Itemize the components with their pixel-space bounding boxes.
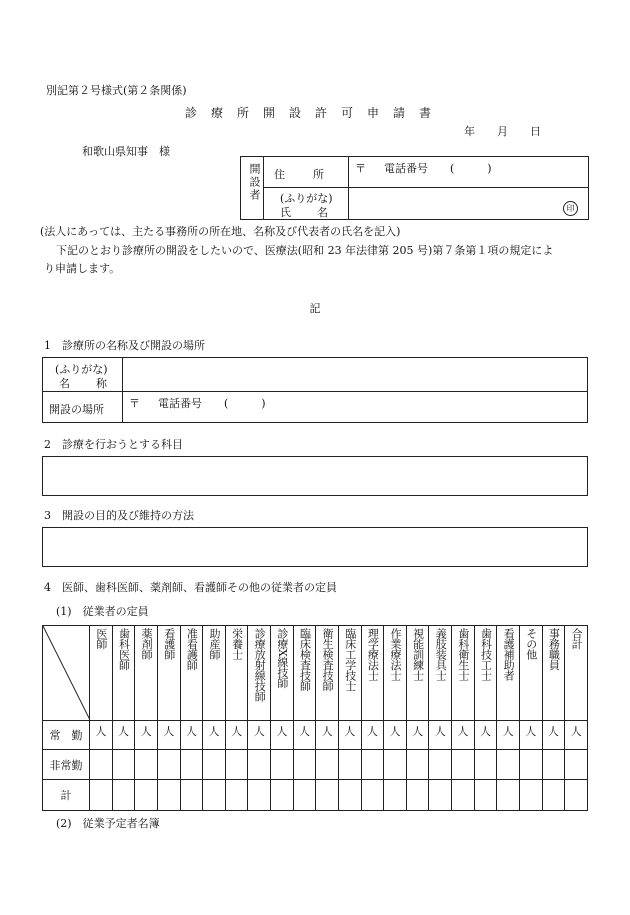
staff-count-cell[interactable] xyxy=(519,750,542,780)
unit-label: 人 xyxy=(321,725,333,738)
name-label: 氏 名 xyxy=(280,206,328,219)
column-header-label: 看護補助者 xyxy=(502,628,516,681)
row-label: 常 勤 xyxy=(43,721,90,750)
staff-count-cell[interactable] xyxy=(429,721,452,750)
staff-count-cell[interactable] xyxy=(474,721,497,750)
staff-count-cell[interactable] xyxy=(271,750,294,780)
unit-label: 人 xyxy=(276,725,288,738)
staff-count-cell[interactable] xyxy=(565,750,588,780)
staff-count-cell[interactable] xyxy=(112,780,135,811)
section2-field[interactable] xyxy=(42,456,588,496)
column-header-label: 臨床検査技師 xyxy=(298,628,312,691)
staff-count-cell[interactable] xyxy=(157,721,180,750)
unit-label: 人 xyxy=(117,725,129,738)
staff-count-cell[interactable] xyxy=(135,780,158,811)
column-header xyxy=(519,626,542,721)
row-label: 非常勤 xyxy=(43,750,90,780)
note-text: (法人にあっては、主たる事務所の所在地、名称及び代表者の氏名を記入) xyxy=(40,225,401,238)
section1-kana-label: (ふりがな) xyxy=(55,363,108,376)
unit-label: 人 xyxy=(95,725,107,738)
column-header-label: 視能訓練士 xyxy=(411,628,425,681)
staff-count-cell[interactable] xyxy=(135,721,158,750)
year-label: 年 xyxy=(464,125,475,138)
section3-title: 3 開設の目的及び維持の方法 xyxy=(44,509,194,522)
column-header xyxy=(248,626,271,721)
address-label: 住 所 xyxy=(274,168,324,181)
staff-count-cell[interactable] xyxy=(293,750,316,780)
staff-count-cell[interactable] xyxy=(452,721,475,750)
staff-count-cell[interactable] xyxy=(203,750,226,780)
staff-count-cell[interactable] xyxy=(271,721,294,750)
staff-table xyxy=(42,625,588,811)
column-header-label: 作業療法士 xyxy=(388,628,402,681)
staff-count-cell[interactable] xyxy=(338,780,361,811)
column-header xyxy=(135,626,158,721)
column-header xyxy=(497,626,520,721)
unit-label: 人 xyxy=(298,725,310,738)
column-header xyxy=(180,626,203,721)
staff-count-cell[interactable] xyxy=(542,721,565,750)
column-header-label: 歯科医師 xyxy=(117,628,131,670)
row-label: 計 xyxy=(43,780,90,811)
date-line xyxy=(464,123,563,139)
staff-count-cell[interactable] xyxy=(429,750,452,780)
column-header-label: 診療X線技師 xyxy=(275,628,289,688)
section3-field[interactable] xyxy=(42,527,588,567)
staff-count-cell[interactable] xyxy=(248,780,271,811)
staff-count-cell[interactable] xyxy=(293,780,316,811)
column-header xyxy=(406,626,429,721)
staff-count-cell[interactable] xyxy=(203,780,226,811)
staff-count-cell[interactable] xyxy=(361,780,384,811)
staff-count-cell[interactable] xyxy=(361,721,384,750)
column-header xyxy=(361,626,384,721)
staff-count-cell[interactable] xyxy=(565,780,588,811)
staff-count-cell[interactable] xyxy=(203,721,226,750)
unit-label: 人 xyxy=(570,725,582,738)
phone-paren: ( ) xyxy=(450,162,492,175)
unit-label: 人 xyxy=(140,725,152,738)
staff-count-cell[interactable] xyxy=(361,750,384,780)
column-header-label: 看護師 xyxy=(162,628,176,660)
unit-label: 人 xyxy=(389,725,401,738)
diagonal-cell xyxy=(43,626,90,721)
staff-count-cell[interactable] xyxy=(90,750,113,780)
staff-count-cell[interactable] xyxy=(180,750,203,780)
staff-count-cell[interactable] xyxy=(497,721,520,750)
unit-label: 人 xyxy=(479,725,491,738)
staff-count-cell[interactable] xyxy=(338,750,361,780)
staff-count-cell[interactable] xyxy=(225,750,248,780)
column-header-label: 医師 xyxy=(94,628,108,649)
staff-count-cell[interactable] xyxy=(112,721,135,750)
section1-table xyxy=(42,357,588,423)
section4-sub1: (1) 従業者の定員 xyxy=(56,605,149,618)
staff-count-cell[interactable] xyxy=(180,780,203,811)
column-header xyxy=(90,626,113,721)
applicant-vertical-label: 開設者 xyxy=(248,163,261,202)
staff-count-cell[interactable] xyxy=(474,780,497,811)
column-header-label: 診療放射線技師 xyxy=(253,628,267,702)
staff-count-cell[interactable] xyxy=(135,750,158,780)
unit-label: 人 xyxy=(253,725,265,738)
unit-label: 人 xyxy=(502,725,514,738)
staff-count-cell[interactable] xyxy=(452,780,475,811)
staff-count-cell[interactable] xyxy=(565,721,588,750)
phone-label: 電話番号 xyxy=(384,162,428,175)
staff-count-cell[interactable] xyxy=(406,780,429,811)
applicant-label-column xyxy=(264,157,349,219)
column-header xyxy=(316,626,339,721)
column-header xyxy=(474,626,497,721)
applicant-box xyxy=(240,156,589,220)
column-header-label: 助産師 xyxy=(207,628,221,660)
seal-mark: 印 xyxy=(563,201,578,216)
day-label: 日 xyxy=(530,125,541,138)
column-header-label: 准看護師 xyxy=(185,628,199,670)
section1-title: 1 診療所の名称及び開設の場所 xyxy=(44,339,205,352)
staff-count-cell[interactable] xyxy=(316,721,339,750)
column-header-label: 合計 xyxy=(570,628,584,649)
column-header-label: 栄養士 xyxy=(230,628,244,660)
addressee: 和歌山県知事 様 xyxy=(82,145,170,158)
unit-label: 人 xyxy=(231,725,243,738)
staff-count-cell[interactable] xyxy=(384,721,407,750)
column-header xyxy=(157,626,180,721)
staff-count-cell[interactable] xyxy=(180,721,203,750)
staff-count-cell[interactable] xyxy=(248,721,271,750)
column-header-label: 衛生検査技師 xyxy=(321,628,335,691)
staff-count-cell[interactable] xyxy=(112,750,135,780)
section4-sub2: (2) 従業予定者名簿 xyxy=(56,817,160,830)
unit-label: 人 xyxy=(185,725,197,738)
staff-count-cell[interactable] xyxy=(90,780,113,811)
column-header-label: 理学療法士 xyxy=(366,628,380,681)
page-title: 診療所開設許可申請書 xyxy=(184,106,445,120)
unit-label: 人 xyxy=(525,725,537,738)
staff-count-cell[interactable] xyxy=(497,750,520,780)
staff-count-cell[interactable] xyxy=(406,750,429,780)
staff-count-cell[interactable] xyxy=(157,780,180,811)
ki-heading: 記 xyxy=(309,302,321,315)
staff-count-cell[interactable] xyxy=(497,780,520,811)
staff-count-cell[interactable] xyxy=(429,780,452,811)
staff-count-cell[interactable] xyxy=(542,780,565,811)
unit-label: 人 xyxy=(547,725,559,738)
column-header-label: 歯科衛生士 xyxy=(456,628,470,681)
unit-label: 人 xyxy=(208,725,220,738)
applicant-address-field[interactable] xyxy=(355,160,492,176)
staff-count-cell[interactable] xyxy=(406,721,429,750)
column-header xyxy=(429,626,452,721)
column-header-label: 事務職員 xyxy=(547,628,561,670)
section1-place-label: 開設の場所 xyxy=(49,403,104,416)
section1-name-label: 名 称 xyxy=(59,377,107,390)
staff-count-cell[interactable] xyxy=(384,750,407,780)
body-line-1: 下記のとおり診療所の開設をしたいので、医療法(昭和 23 年法律第 205 号)第７条第１項の規定によ xyxy=(56,244,554,257)
staff-count-cell[interactable] xyxy=(271,780,294,811)
column-header xyxy=(112,626,135,721)
column-header xyxy=(452,626,475,721)
column-header-label: 薬剤師 xyxy=(140,628,154,660)
staff-count-cell[interactable] xyxy=(384,780,407,811)
form-reference: 別記第２号様式(第２条関係) xyxy=(46,84,187,97)
column-header xyxy=(384,626,407,721)
staff-count-cell[interactable] xyxy=(248,750,271,780)
staff-count-cell[interactable] xyxy=(316,780,339,811)
unit-label: 人 xyxy=(412,725,424,738)
section4-title: 4 医師、歯科医師、薬剤師、看護師その他の従業者の定員 xyxy=(44,581,337,594)
column-header xyxy=(565,626,588,721)
column-header xyxy=(271,626,294,721)
staff-count-cell[interactable] xyxy=(225,780,248,811)
staff-count-cell[interactable] xyxy=(542,750,565,780)
column-header-label: 歯科技工士 xyxy=(479,628,493,681)
postal-mark: 〒 xyxy=(355,162,366,175)
section2-title: 2 診療を行おうとする科目 xyxy=(44,438,183,451)
unit-label: 人 xyxy=(344,725,356,738)
column-header xyxy=(542,626,565,721)
column-header-label: 臨床工学技士 xyxy=(343,628,357,691)
column-header xyxy=(203,626,226,721)
staff-count-cell[interactable] xyxy=(338,721,361,750)
unit-label: 人 xyxy=(457,725,469,738)
staff-count-cell[interactable] xyxy=(225,721,248,750)
column-header-label: その他 xyxy=(524,628,538,660)
column-header xyxy=(293,626,316,721)
applicant-vertical-cell xyxy=(241,157,264,219)
unit-label: 人 xyxy=(434,725,446,738)
staff-count-cell[interactable] xyxy=(90,721,113,750)
section1-place-field[interactable]: 〒 電話番号 ( ) xyxy=(129,397,266,410)
unit-label: 人 xyxy=(163,725,175,738)
staff-count-cell[interactable] xyxy=(452,750,475,780)
month-label: 月 xyxy=(497,125,508,138)
staff-count-cell[interactable] xyxy=(474,750,497,780)
staff-count-cell[interactable] xyxy=(519,721,542,750)
staff-count-cell[interactable] xyxy=(157,750,180,780)
kana-label: (ふりがな) xyxy=(280,192,333,205)
column-header xyxy=(225,626,248,721)
unit-label: 人 xyxy=(366,725,378,738)
staff-count-cell[interactable] xyxy=(293,721,316,750)
staff-count-cell[interactable] xyxy=(519,780,542,811)
column-header-label: 義肢装具士 xyxy=(434,628,448,681)
column-header xyxy=(338,626,361,721)
staff-count-cell[interactable] xyxy=(316,750,339,780)
body-line-2: り申請します。 xyxy=(44,262,121,275)
